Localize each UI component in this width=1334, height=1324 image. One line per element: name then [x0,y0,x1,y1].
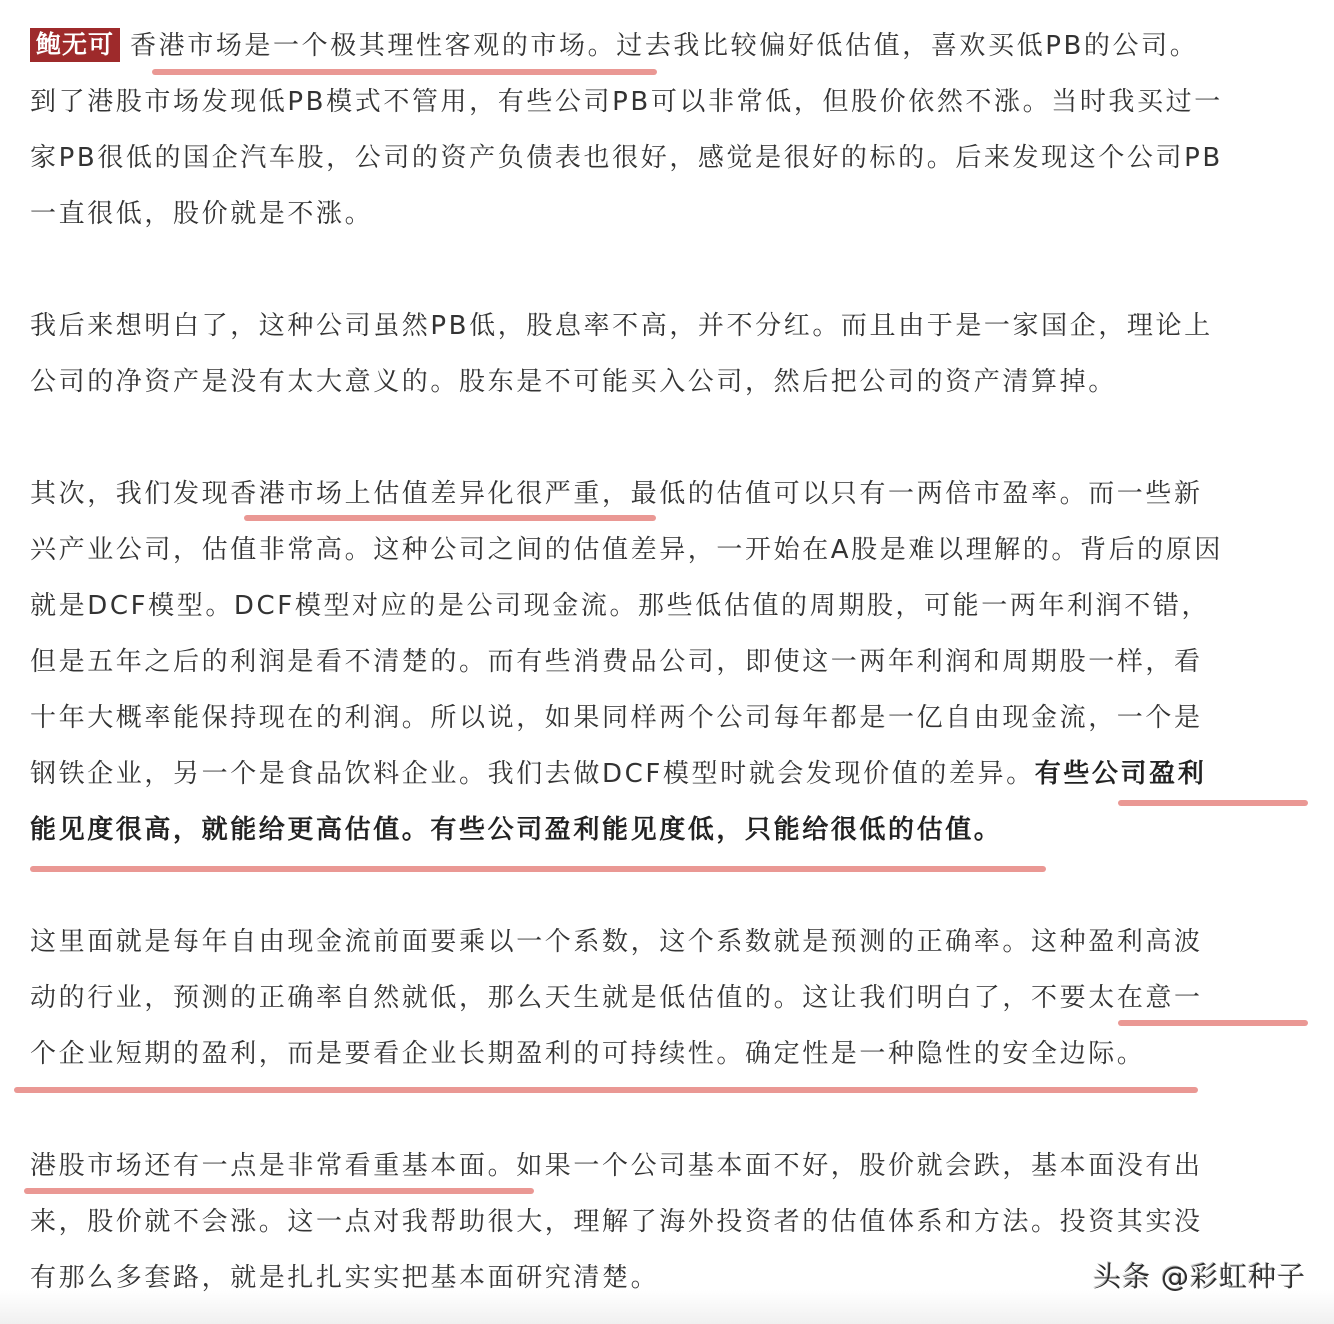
text-line: 动的行业，预测的正确率自然就低，那么天生就是低估值的。这让我们明白了，不要太在意一 [30,983,1203,1013]
text-line: 到了港股市场发现低PB模式不管用，有些公司PB可以非常低，但股价依然不涨。当时我买过一 [30,87,1223,117]
highlight-underline [30,866,1046,872]
highlighted-text: 个企业短期的盈利，而是要看企业长期盈利的可持续性。确定性是一种隐性的安全边际。 [30,1039,1146,1069]
text-line: 公司的净资产是没有太大意义的。股东是不可能买入公司，然后把公司的资产清算掉。 [30,367,1117,397]
text-line: 这里面就是每年自由现金流前面要乘以一个系数，这个系数就是预测的正确率。这种盈利高波 [30,927,1203,957]
text-line: 十年大概率能保持现在的利润。所以说，如果同样两个公司每年都是一亿自由现金流，一个是 [30,703,1203,733]
author-tag: 鲍无可 [30,28,120,62]
text-line [30,18,1198,74]
highlighted-text: 港股市场还有一点是非常看重基本面。 [30,1151,517,1181]
text-line: 其次，我们发现香港市场上估值差异化很严重，最低的估值可以只有一两倍市盈率。而一些新 [30,479,1203,509]
highlight-underline [244,515,656,521]
bold-highlighted-text: 有些公司盈利 [1034,759,1207,789]
highlight-underline [14,1087,1198,1093]
text-line: 钢铁企业，另一个是食品饮料企业。我们去做DCF模型时就会发现价值的差异。有些公司盈利 [30,759,1207,789]
highlighted-text: 香港市场是一个极其理性客观的市场。过去我比较偏好低估值，喜欢买低PB的公司。 [130,31,1199,61]
text-line: 有那么多套路，就是扎扎实实把基本面研究清楚。 [30,1263,660,1293]
bold-highlighted-text: 能见度很高，就能给更高估值。有些公司盈利能见度低，只能给很低的估值。 [30,815,1003,845]
highlight-underline [1118,1020,1308,1026]
highlighted-text: 香港市场上估值差异化很严重， [230,479,631,509]
source-watermark: 头条 @彩虹种子 [1093,1260,1306,1293]
text-line: 就是DCF模型。DCF模型对应的是公司现金流。那些低估值的周期股，可能一两年利润不错， [30,591,1211,621]
text-line: 来，股价就不会涨。这一点对我帮助很大，理解了海外投资者的估值体系和方法。投资其实没 [30,1207,1203,1237]
text-line: 一直很低，股价就是不涨。 [30,199,374,229]
text-line: 我后来想明白了，这种公司虽然PB低，股息率不高，并不分红。而且由于是一家国企，理论上 [30,311,1213,341]
highlight-underline [1118,800,1308,806]
highlighted-text: 不要太在意一 [1031,983,1203,1013]
text-line: 但是五年之后的利润是看不清楚的。而有些消费品公司，即使这一两年利润和周期股一样，看 [30,647,1203,677]
text-line: 港股市场还有一点是非常看重基本面。如果一个公司基本面不好，股价就会跌，基本面没有出 [30,1151,1203,1181]
text-line: 兴产业公司，估值非常高。这种公司之间的估值差异，一开始在A股是难以理解的。背后的原因 [30,535,1223,565]
text-line: 家PB很低的国企汽车股，公司的资产负债表也很好，感觉是很好的标的。后来发现这个公司PB [30,143,1223,173]
